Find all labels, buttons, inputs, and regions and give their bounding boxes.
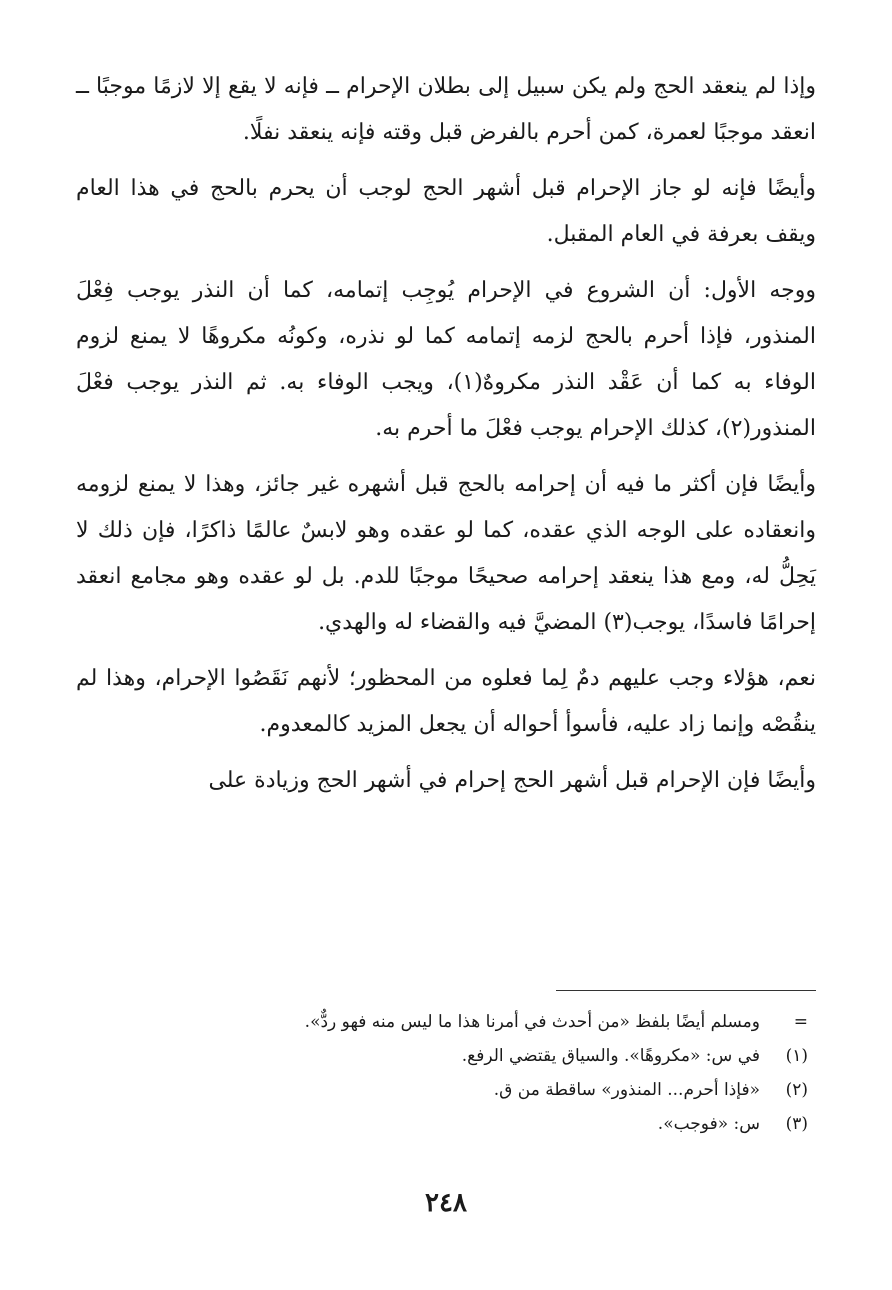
footnote-text: في س: «مكروهًا». والسياق يقتضي الرفع. bbox=[461, 1046, 760, 1066]
footnote-1 bbox=[88, 1039, 808, 1073]
footnotes bbox=[88, 1005, 808, 1141]
footnote-2 bbox=[88, 1073, 808, 1107]
footnote-3 bbox=[88, 1107, 808, 1141]
paragraph-1: وإذا لم ينعقد الحج ولم يكن سبيل إلى بطلان الإحرام ــ فإنه لا يقع إلا لازمًا موجبًا ــ انعقد موجبًا لعمرة، كمن أحرم بالفرض قبل وقته فإنه ينعقد نفلًا. bbox=[76, 74, 816, 145]
footnote-marker: = bbox=[793, 1012, 808, 1032]
footnote-divider bbox=[556, 990, 816, 991]
paragraph-6: وأيضًا فإن الإحرام قبل أشهر الحج إحرام في أشهر الحج وزيادة على bbox=[208, 768, 816, 793]
main-text bbox=[76, 64, 816, 814]
paragraph-2: وأيضًا فإنه لو جاز الإحرام قبل أشهر الحج لوجب أن يحرم بالحج في هذا العام ويقف بعرفة في العام المقبل. bbox=[76, 176, 816, 247]
footnote-text: «فإذا أحرم... المنذور» ساقطة من ق. bbox=[493, 1080, 760, 1100]
page-number: ٢٤٨ bbox=[425, 1188, 467, 1218]
footnote-text: س: «فوجب». bbox=[657, 1114, 760, 1134]
paragraph-3: ووجه الأول: أن الشروع في الإحرام يُوجِب إتمامه، كما أن النذر يوجب فِعْلَ المنذور، فإذا أحرم بالحج لزمه إتمامه كما لو نذره، وكونُه مكروهًا لا يمنع لزوم الوفاء به كما أن عَقْد النذر مكروهٌ(١)، ويجب الوفاء به. ثم النذر يوجب فعْلَ المنذور(٢)، كذلك الإحرام يوجب فعْلَ ما أحرم به. bbox=[76, 278, 816, 441]
footnote-marker: (٢) bbox=[785, 1080, 808, 1100]
paragraph-5: نعم، هؤلاء وجب عليهم دمٌ لِما فعلوه من المحظور؛ لأنهم نَقَصُوا الإحرام، وهذا لم ينقُصْه وإنما زاد عليه، فأسوأ أحواله أن يجعل المزيد كالمعدوم. bbox=[76, 666, 816, 737]
footnote-text: ومسلم أيضًا بلفظ «من أحدث في أمرنا هذا ما ليس منه فهو ردٌّ». bbox=[304, 1012, 760, 1032]
footnote-marker: (٣) bbox=[785, 1114, 808, 1134]
footnote-marker: (١) bbox=[785, 1046, 808, 1066]
footnote-continued bbox=[88, 1005, 808, 1039]
paragraph-4: وأيضًا فإن أكثر ما فيه أن إحرامه بالحج قبل أشهره غير جائز، وهذا لا يمنع لزومه وانعقاده على الوجه الذي عقده، كما لو عقده وهو لابسٌ عالمًا ذاكرًا، فإن ذلك لا يَحِلُّ له، ومع هذا ينعقد إحرامه صحيحًا موجبًا للدم. بل لو عقده وهو مجامع انعقد إحرامًا فاسدًا، يوجب(٣) المضيَّ فيه والقضاء له والهدي. bbox=[76, 472, 816, 635]
